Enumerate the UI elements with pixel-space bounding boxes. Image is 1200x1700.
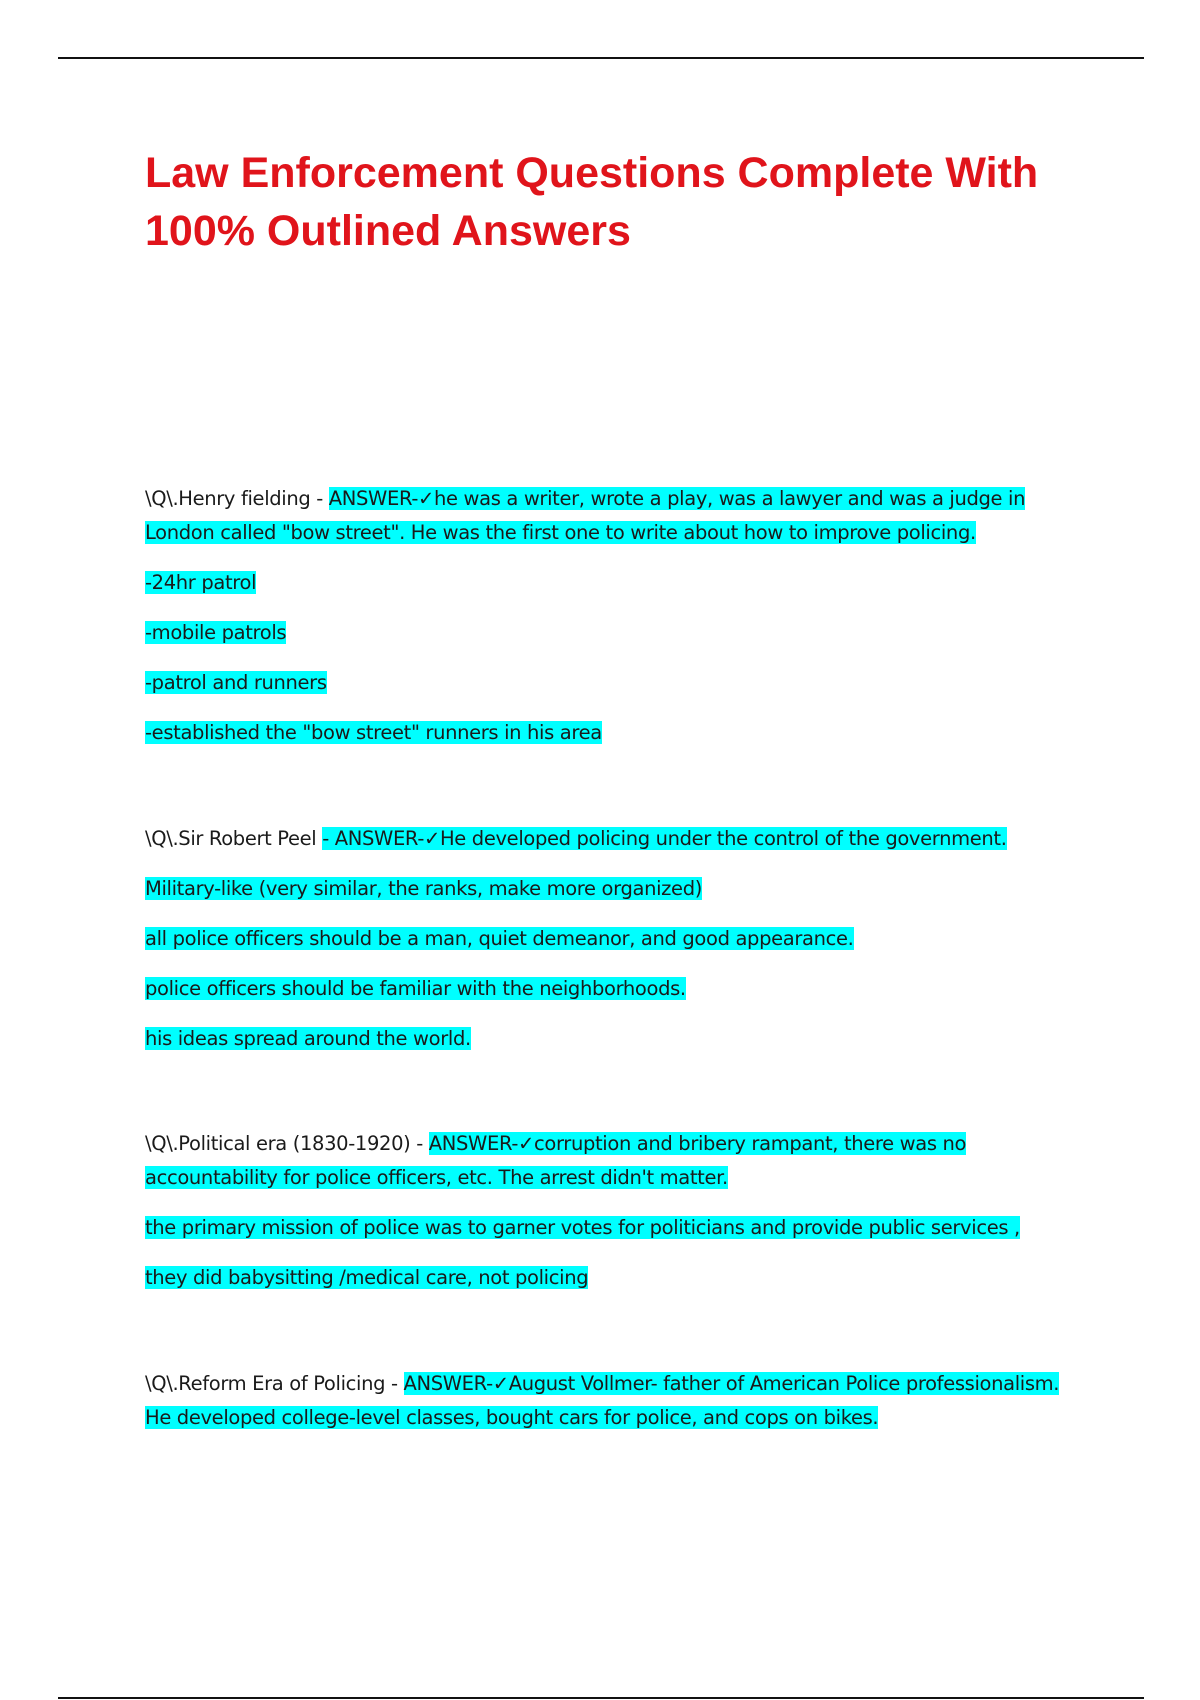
answer-line: they did babysitting /medical care, not policing xyxy=(145,1266,589,1289)
answer-line: the primary mission of police was to garner votes for politicians and provide public services , xyxy=(145,1216,1020,1239)
answer-text: ANSWER-✓August Vollmer- father of American Police professionalism. He developed college-level classes, bought cars for police, and cops on bikes. xyxy=(145,1372,1060,1429)
question-label: \Q\.Sir Robert Peel xyxy=(145,827,323,850)
question-label: \Q\.Reform Era of Policing - xyxy=(145,1372,404,1395)
qa-first-paragraph xyxy=(145,1127,1075,1195)
qa-first-paragraph xyxy=(145,1367,1075,1435)
qa-item xyxy=(145,482,1075,766)
answer-line: -patrol and runners xyxy=(145,671,327,694)
answer-line: -mobile patrols xyxy=(145,621,287,644)
qa-item xyxy=(145,822,1075,1072)
qa-item xyxy=(145,1127,1075,1311)
answer-line: -24hr patrol xyxy=(145,571,257,594)
answer-line: his ideas spread around the world. xyxy=(145,1027,471,1050)
answer-line: -established the "bow street" runners in his area xyxy=(145,721,602,744)
answer-text: ANSWER-✓corruption and bribery rampant, there was no accountability for police officers, etc. The arrest didn't matter. xyxy=(145,1132,967,1189)
answer-text: ANSWER-✓he was a writer, wrote a play, was a lawyer and was a judge in London called "bow street". He was the first one to write about how to improve policing. xyxy=(145,487,1026,544)
document-title: Law Enforcement Questions Complete With 100% Outlined Answers xyxy=(145,149,1039,255)
answer-line: police officers should be familiar with the neighborhoods. xyxy=(145,977,686,1000)
answer-line: Military-like (very similar, the ranks, make more organized) xyxy=(145,877,702,900)
question-label: \Q\.Henry fielding - xyxy=(145,487,329,510)
bottom-rule xyxy=(58,1697,1144,1699)
question-label: \Q\.Political era (1830-1920) - xyxy=(145,1132,429,1155)
answer-line: all police officers should be a man, quiet demeanor, and good appearance. xyxy=(145,927,854,950)
qa-item xyxy=(145,1367,1075,1451)
answer-text: - ANSWER-✓He developed policing under the control of the government. xyxy=(322,827,1007,850)
top-rule xyxy=(58,57,1144,59)
qa-first-paragraph xyxy=(145,822,1075,856)
qa-first-paragraph xyxy=(145,482,1075,550)
